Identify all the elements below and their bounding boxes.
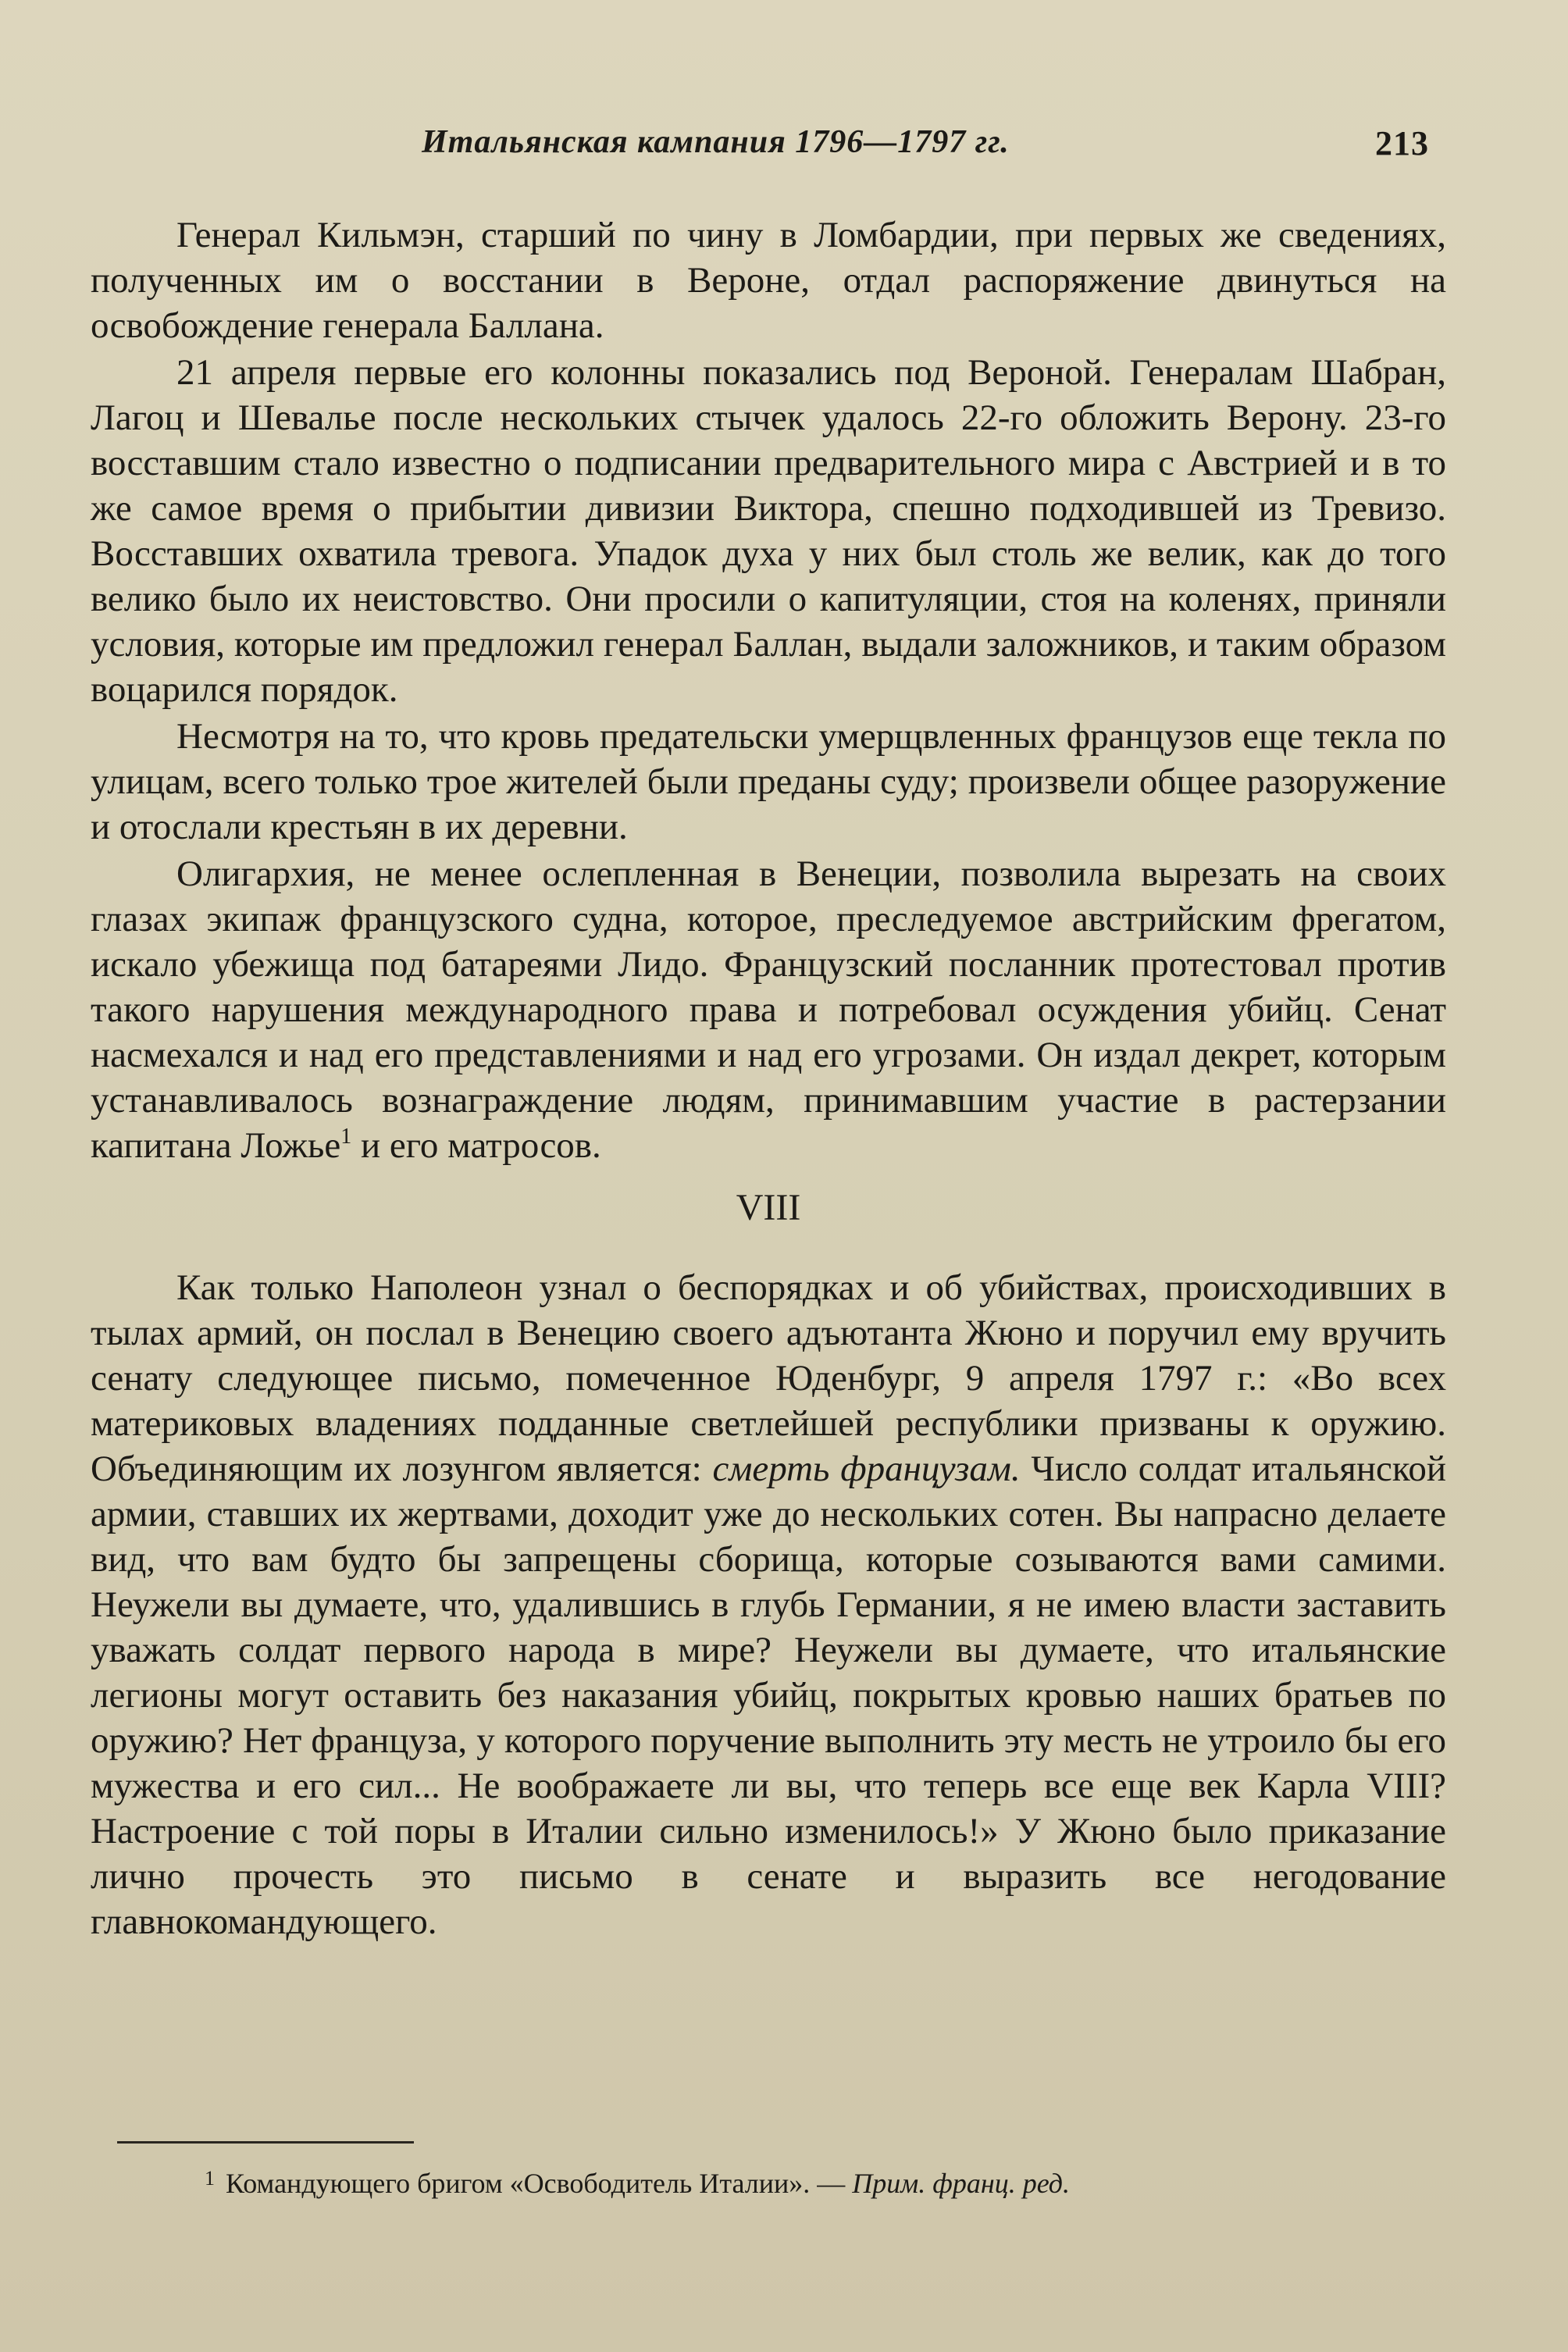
paragraph-5 <box>91 1265 1446 1944</box>
section-heading: VIII <box>736 1187 801 1228</box>
paragraph-4-end: и его матросов. <box>351 1125 601 1166</box>
page-number: 213 <box>1375 124 1429 162</box>
paragraph-3: Несмотря на то, что кровь предательски умерщвленных французов еще текла по улицам, всего только трое жителей были преданы суду; произвели общее разоружение и отослали крестьян в их деревни. <box>91 716 1446 847</box>
footnote-divider <box>117 2141 414 2144</box>
footnote-reference: 1 <box>340 1124 352 1149</box>
main-text <box>91 212 1446 1946</box>
editor-note: Прим. франц. ред. <box>852 2168 1070 2199</box>
paragraph-1: Генерал Кильмэн, старший по чину в Ломбардии, при первых же сведениях, полученных им о восстании в Вероне, отдал распоряжение двинуться на освобождение генерала Баллана. <box>91 215 1446 346</box>
emphasized-slogan: смерть французам. <box>712 1449 1021 1489</box>
footnote <box>205 2161 1376 2201</box>
running-title: Итальянская кампания 1796—1797 гг. <box>422 124 1010 160</box>
paragraph-4-text: Олигархия, не менее ослепленная в Венеции, позволила вырезать на своих глазах экипаж французского судна, которое, преследуемое австрийским фрегатом, искало убежища под батареями Лидо. Французский посланник протестовал против такого нарушения международного права и потребовал осуждения убийц. Сенат насмехался и над его представлениями и над его угрозами. Он издал декрет, которым устанавливалось вознаграждение людям, принимавшим участие в растерзании капитана Ложье <box>91 853 1446 1166</box>
paragraph-4 <box>91 851 1446 1168</box>
footnote-text: Командующего бригом «Освободитель Италии». — <box>226 2168 853 2199</box>
paragraph-2: 21 апреля первые его колонны показались под Вероной. Генералам Шабран, Лагоц и Шевалье после нескольких стычек удалось 22-го обложить Верону. 23-го восставшим стало известно о подписании предварительного мира с Австрией и в то же самое время о прибытии дивизии Виктора, спешно подходившей из Тревизо. Восставших охватила тревога. Упадок духа у них был столь же велик, как до того велико было их неистовство. Они просили о капитуляции, стоя на коленях, приняли условия, которые им предложил генерал Баллан, выдали заложников, и таким образом воцарился порядок. <box>91 352 1446 710</box>
paragraph-5-end: Число солдат итальянской армии, ставших их жертвами, доходит уже до нескольких сотен. Вы напрасно делаете вид, что вам будто бы запрещены сборища, которые созываются вами самими. Неужели вы думаете, что, удалившись в глубь Германии, я не имею власти заставить уважать солдат первого народа в мире? Неужели вы думаете, что итальянские легионы могут оставить без наказания убийц, покрытых кровью наших братьев по оружию? Нет француза, у которого поручение выполнить эту месть не утроило бы его мужества и его сил... Не воображаете ли вы, что теперь все еще век Карла VIII? Настроение с той поры в Италии сильно изменилось!» У Жюно было приказание лично прочесть это письмо в сенате и выразить все негодование главнокомандующего. <box>91 1449 1446 1942</box>
paragraph-5-start: Как только Наполеон узнал о беспорядках и об убийствах, происходивших в тылах армий, он послал в Венецию своего адъютанта Жюно и поручил ему вручить сенату следующее письмо, помеченное Юденбург, 9 апреля 1797 г.: «Во всех материковых владениях подданные светлейшей республики призваны к оружию. Объединяющим их лозунгом является: <box>91 1267 1446 1489</box>
footnote-mark: 1 <box>205 2167 215 2190</box>
